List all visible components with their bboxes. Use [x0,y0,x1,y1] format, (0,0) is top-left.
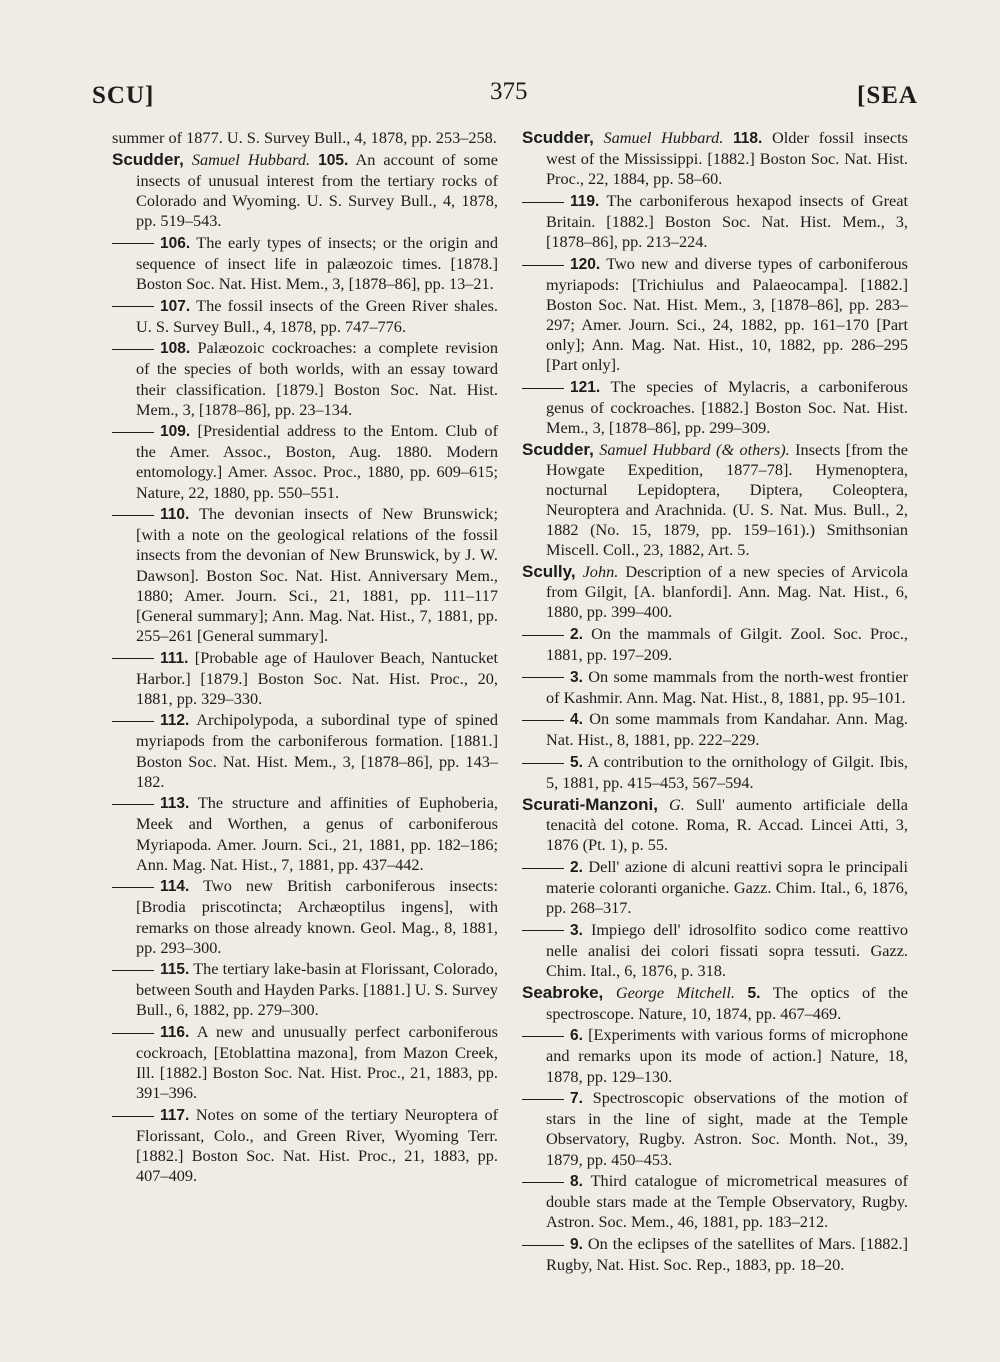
ditto-dash [112,658,154,659]
entry-text: [Presidential address to the Entom. Club of the Amer. Assoc., Boston, Aug. 1880. Modern entomology.] Amer. Assoc. Proc., 1880, pp. 609–615; Nature, 22, 1880, pp. 550–551. [136,421,498,502]
entry-text: Two new and diverse types of carboniferous myriapods: [Trichiulus and Palaeocampa]. [1882.] Boston Soc. Nat. Hist. Mem., 3, [1878–86], pp. 283–297; Amer. Journ. Sci., 24, 1882, pp. 161–170 [Part only]; Ann. Mag. Nat. Hist., 10, 1882, pp. 286–295 [Part only]. [546,253,908,375]
entry-text: Palæozoic cockroaches: a complete revision of the species of both worlds, with an essay toward their classification. [1879.] Boston Soc. Nat. Hist. Mem., 3, [1878–86], pp. 23–134. [136,338,499,419]
bibliography-entry [112,876,498,957]
entry-text: [Experiments with various forms of microphone and remarks upon its mode of action.] Nature, 18, 1878, pp. 129–130. [546,1025,909,1086]
page-number: 375 [490,78,528,105]
ditto-dash [522,720,564,721]
author-given-name: John. [582,561,619,581]
bibliography-entry [112,1105,498,1186]
bibliography-entry [522,440,908,561]
page-header [92,78,918,118]
entry-number: 114. [160,878,190,896]
ditto-dash [112,432,154,433]
entry-text: The carboniferous hexapod insects of Great Britain. [1882.] Boston Soc. Nat. Hist. Mem., 3, [1878–86], pp. 213–224. [546,190,908,252]
entry-text: On some mammals from the north-west frontier of Kashmir. Ann. Mag. Nat. Hist., 8, 1881, pp. 95–101. [546,666,908,707]
ditto-dash [112,1116,154,1117]
bibliography-entry [522,1025,908,1086]
ditto-dash [522,1182,564,1183]
author-given-name: Samuel Hubbard. [603,128,724,147]
entry-number: 107. [160,297,191,315]
entry-number: 5. [570,754,583,772]
bibliography-entry [112,959,498,1020]
ditto-dash [112,1033,154,1034]
entry-text: Sull' aumento artificiale della tenacità del cotone. Roma, R. Accad. Lincei Atti, 3, 1876 (Pt. 1), p. 55. [546,794,908,855]
bibliography-entry [522,128,908,189]
bibliography-entry [522,1088,908,1169]
ditto-dash [112,349,154,350]
entry-number: 110. [160,506,190,524]
bibliography-entry [112,710,498,791]
entry-number: 105. [318,151,349,169]
entry-text: Archipolypoda, a subordinal type of spined myriapods from the carboniferous formation. [1881.] Boston Soc. Nat. Hist. Mem., 3, [1878–86], pp. 143–182. [136,710,499,791]
entry-text: Notes on some of the tertiary Neuroptera of Florissant, Colo., and Green River, Wyoming Terr. [1882.] Boston Soc. Nat. Hist. Proc., 21, 1883, pp. 407–409. [136,1105,499,1186]
entry-number: 2. [570,625,583,643]
entry-text: A new and unusually perfect carboniferous cockroach, [Etoblattina mazona], from Mazon Creek, Ill. [1882.] Boston Soc. Nat. Hist. Proc., 21, 1883, pp. 391–396. [136,1022,498,1103]
entry-number: 115. [160,961,190,979]
entry-text: The tertiary lake-basin at Florissant, Colorado, between South and Hayden Parks. [1881.] U. S. Survey Bull., 6, 1882, pp. 279–300. [136,959,498,1020]
entry-text: The structure and affinities of Euphoberia, Meek and Worthen, a genus of carboniferous Myriapoda. Amer. Journ. Sci., 21, 1881, pp. 182–186; Ann. Mag. Nat. Hist., 7, 1881, pp. 437–442. [136,793,498,874]
entry-number: 113. [160,795,190,813]
ditto-dash [522,388,564,389]
entry-number: 117. [160,1107,190,1125]
entry-number: 106. [160,234,191,252]
ditto-dash [522,1245,564,1246]
entry-text: Impiego dell' idrosolfito sodico come reattivo nelle analisi dei colori fissati sopra tessuti. Gazz. Chim. Ital., 6, 1876, p. 318. [546,919,908,980]
ditto-dash [112,721,154,722]
entry-text: The species of Mylacris, a carboniferous genus of cockroaches. [1882.] Boston Soc. Nat. Hist. Mem., 3, [1878–86], pp. 299–309. [546,376,908,438]
entry-number: 120. [570,255,601,273]
entry-text: Third catalogue of micrometrical measures of double stars made at the Temple Observatory, Rugby. Astron. Soc. Mem., 46, 1881, pp. 183–212. [546,1171,908,1232]
entry-text: The fossil insects of the Green River shales. U. S. Survey Bull., 4, 1878, pp. 747–776. [136,295,498,336]
ditto-dash [522,677,564,678]
right-column [522,128,908,1277]
entry-number: 116. [160,1024,190,1042]
left-column [112,128,498,1188]
bibliography-entry [112,421,498,502]
entry-number: 5. [747,984,761,1002]
bibliography-entry [112,504,498,646]
ditto-dash [112,306,154,307]
bibliography-entry [112,128,498,148]
bibliography-entry [112,793,498,874]
author-surname: Scudder, [112,149,184,169]
ditto-dash [522,1036,564,1037]
entry-number: 111. [160,649,189,667]
bibliography-entry [112,648,498,709]
entry-number: 118. [733,130,763,147]
entry-text: Description of a new species of Arvicola from Gilgit, [A. blanfordi]. Ann. Mag. Nat. Hist., 6, 1880, pp. 399–400. [546,561,908,622]
entry-number: 119. [570,192,600,210]
ditto-dash [522,763,564,764]
entry-text: The optics of the spectroscope. Nature, 10, 1874, pp. 467–469. [546,982,908,1023]
entry-text: An account of some insects of unusual interest from the tertiary rocks of Colorado and Wyoming. U. S. Survey Bull., 4, 1878, pp. 519–543. [136,149,499,230]
bibliography-entry [522,562,908,622]
author-given-name: George Mitchell. [615,982,735,1002]
bibliography-entry [522,624,908,665]
entry-text: The devonian insects of New Brunswick; [with a note on the geological relations of the fossil insects from the devonian of New Brunswick, by J. W. Dawson]. Boston Soc. Nat. Hist. Anniversary Mem., 1880; Amer. Journ. Sci., 21, 1881, pp. 111–117 [General summary]; Ann. Mag. Nat. Hist., 7, 1881, pp. 255–261 [General summary]. [136,504,499,645]
bibliography-entry [522,752,908,793]
bibliography-entry [522,920,908,981]
bibliography-entry [522,191,908,252]
bibliography-entry [112,1022,498,1103]
entry-number: 7. [570,1090,583,1108]
entry-number: 112. [160,712,190,730]
entry-text: Two new British carboniferous insects: [Brodia priscotincta; Archæoptilus ingens], with remarks on those already known. Geol. Mag., 8, 1881, pp. 293–300. [136,876,498,957]
ditto-dash [522,868,564,869]
header-left-guide: SCU] [92,82,155,109]
entry-text: Older fossil insects west of the Mississippi. [1882.] Boston Soc. Nat. Hist. Proc., 22, 1884, pp. 58–60. [546,128,908,189]
entry-text: On the mammals of Gilgit. Zool. Soc. Proc., 1881, pp. 197–209. [546,623,908,664]
author-surname: Seabroke, [522,982,604,1002]
bibliography-entry [112,338,498,419]
author-surname: Scudder, [522,128,594,147]
entry-number: 121. [570,378,601,396]
ditto-dash [522,1099,564,1100]
entry-number: 109. [160,423,191,441]
entry-number: 6. [570,1027,583,1045]
ditto-dash [112,243,154,244]
author-surname: Scudder, [522,439,594,459]
ditto-dash [112,804,154,805]
entry-text: A contribution to the ornithology of Gilgit. Ibis, 5, 1881, pp. 415–453, 567–594. [546,752,909,793]
entry-number: 108. [160,340,191,358]
entry-text: On the eclipses of the satellites of Mars. [1882.] Rugby, Nat. Hist. Soc. Rep., 1883, pp. 18–20. [546,1234,908,1275]
bibliography-entry [522,795,908,855]
ditto-dash [112,970,154,971]
bibliography-entry [522,667,908,708]
ditto-dash [522,202,564,203]
entry-number: 3. [570,921,583,939]
entry-number: 2. [570,858,583,876]
author-surname: Scurati-Manzoni, [522,794,659,814]
bibliography-entry [522,709,908,750]
entry-text: [Probable age of Haulover Beach, Nantucket Harbor.] [1879.] Boston Soc. Nat. Hist. Proc., 20, 1881, pp. 329–330. [136,647,498,708]
ditto-dash [522,265,564,266]
author-given-name: Samuel Hubbard. [191,149,311,169]
entry-number: 3. [570,668,583,686]
entry-text: Spectroscopic observations of the motion of stars in the line of sight, made at the Temple Observatory, Rugby. Astron. Soc. Month. Not., 39, 1879, pp. 450–453. [546,1088,908,1169]
bibliography-entry [522,254,908,376]
author-given-name: Samuel Hubbard (& others). [599,439,790,459]
bibliography-entry [112,296,498,337]
header-right-guide: [SEA [857,82,918,109]
entry-text: Insects [from the Howgate Expedition, 1877–78]. Hymenoptera, nocturnal Lepidoptera, Diptera, Coleoptera, Neuroptera and Arachnida. (U. S. Nat. Mus. Bull., 2, 1882 (No. 15, 1879, pp. 159–161).) Smithsonian Miscell. Coll., 23, 1882, Art. 5. [546,439,908,560]
bibliography-entry [112,150,498,231]
ditto-dash [112,515,154,516]
bibliography-entry [522,1171,908,1232]
bibliography-entry [522,857,908,918]
entry-number: 9. [570,1236,583,1254]
author-given-name: G. [669,794,685,814]
entry-text: On some mammals from Kandahar. Ann. Mag. Nat. Hist., 8, 1881, pp. 222–229. [546,709,908,750]
ditto-dash [522,930,564,931]
bibliography-entry [112,233,498,294]
ditto-dash [112,887,154,888]
bibliography-entry [522,1234,908,1275]
ditto-dash [522,635,564,636]
entry-text: The early types of insects; or the origin and sequence of insect life in palæozoic times. [1878.] Boston Soc. Nat. Hist. Mem., 3, [1878–86], pp. 13–21. [136,232,499,293]
entry-text: summer of 1877. U. S. Survey Bull., 4, 1878, pp. 253–258. [112,128,497,147]
bibliography-entry [522,983,908,1024]
text-columns [112,128,920,1288]
author-surname: Scully, [522,561,576,581]
entry-text: Dell' azione di alcuni reattivi sopra le principali materie coloranti organiche. Gazz. Chim. Ital., 6, 1876, pp. 268–317. [546,856,908,917]
entry-number: 4. [570,711,583,729]
bibliography-entry [522,377,908,438]
entry-number: 8. [570,1173,583,1191]
